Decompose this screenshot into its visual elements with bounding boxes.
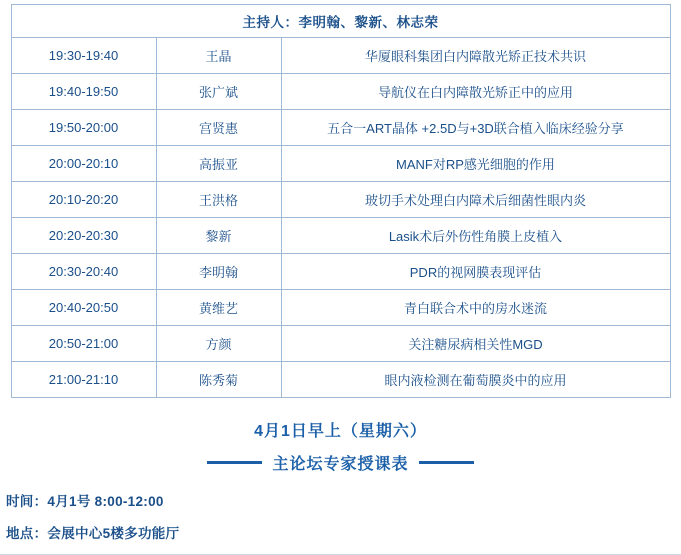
schedule-table-body (11, 5, 670, 398)
session-time-line: 时间：4月1号 8:00-12:00 (6, 494, 164, 509)
host-row (11, 5, 670, 38)
row-time: 21:00-21:10 (11, 362, 156, 398)
session-meta (0, 490, 681, 542)
row-topic: 导航仪在白内障散光矫正中的应用 (281, 74, 670, 110)
table-row (11, 218, 670, 254)
session-place-line: 地点：会展中心5楼多功能厅 (6, 526, 180, 541)
table-row (11, 146, 670, 182)
row-topic: PDR的视网膜表现评估 (281, 254, 670, 290)
row-time: 20:20-20:30 (11, 218, 156, 254)
row-topic: Lasik术后外伤性角膜上皮植入 (281, 218, 670, 254)
table-row (11, 362, 670, 398)
row-time: 19:30-19:40 (11, 38, 156, 74)
row-speaker: 黄维艺 (156, 290, 281, 326)
next-session-section (0, 412, 681, 542)
table-row (11, 326, 670, 362)
table-row (11, 38, 670, 74)
table-row (11, 290, 670, 326)
row-topic: 关注糖尿病相关性MGD (281, 326, 670, 362)
schedule-table (11, 4, 671, 398)
forum-title: 主论坛专家授课表 (272, 456, 409, 473)
row-time: 19:50-20:00 (11, 110, 156, 146)
row-time: 20:30-20:40 (11, 254, 156, 290)
row-time: 20:00-20:10 (11, 146, 156, 182)
table-row (11, 110, 670, 146)
schedule-page (0, 4, 681, 541)
row-speaker: 黎新 (156, 218, 281, 254)
session-date-title: 4月1日早上（星期六） (254, 423, 427, 440)
table-row (11, 74, 670, 110)
row-speaker: 陈秀菊 (156, 362, 281, 398)
row-speaker: 张广斌 (156, 74, 281, 110)
row-time: 20:10-20:20 (11, 182, 156, 218)
rule-left-decoration (207, 461, 262, 464)
host-label: 主持人：李明翰、黎新、林志荣 (11, 5, 670, 38)
forum-title-group (0, 451, 681, 474)
row-topic: 玻切手术处理白内障术后细菌性眼内炎 (281, 182, 670, 218)
row-time: 20:40-20:50 (11, 290, 156, 326)
row-time: 20:50-21:00 (11, 326, 156, 362)
row-topic: 五合一ART晶体 +2.5D与+3D联合植入临床经验分享 (281, 110, 670, 146)
row-time: 19:40-19:50 (11, 74, 156, 110)
row-speaker: 高振亚 (156, 146, 281, 182)
row-topic: MANF对RP感光细胞的作用 (281, 146, 670, 182)
row-topic: 青白联合术中的房水迷流 (281, 290, 670, 326)
row-speaker: 王洪格 (156, 182, 281, 218)
row-topic: 华厦眼科集团白内障散光矫正技术共识 (281, 38, 670, 74)
table-row (11, 254, 670, 290)
row-speaker: 宫贤惠 (156, 110, 281, 146)
rule-right-decoration (419, 461, 474, 464)
table-row (11, 182, 670, 218)
row-speaker: 方颜 (156, 326, 281, 362)
row-speaker: 李明翰 (156, 254, 281, 290)
row-topic: 眼内液检测在葡萄膜炎中的应用 (281, 362, 670, 398)
row-speaker: 王晶 (156, 38, 281, 74)
